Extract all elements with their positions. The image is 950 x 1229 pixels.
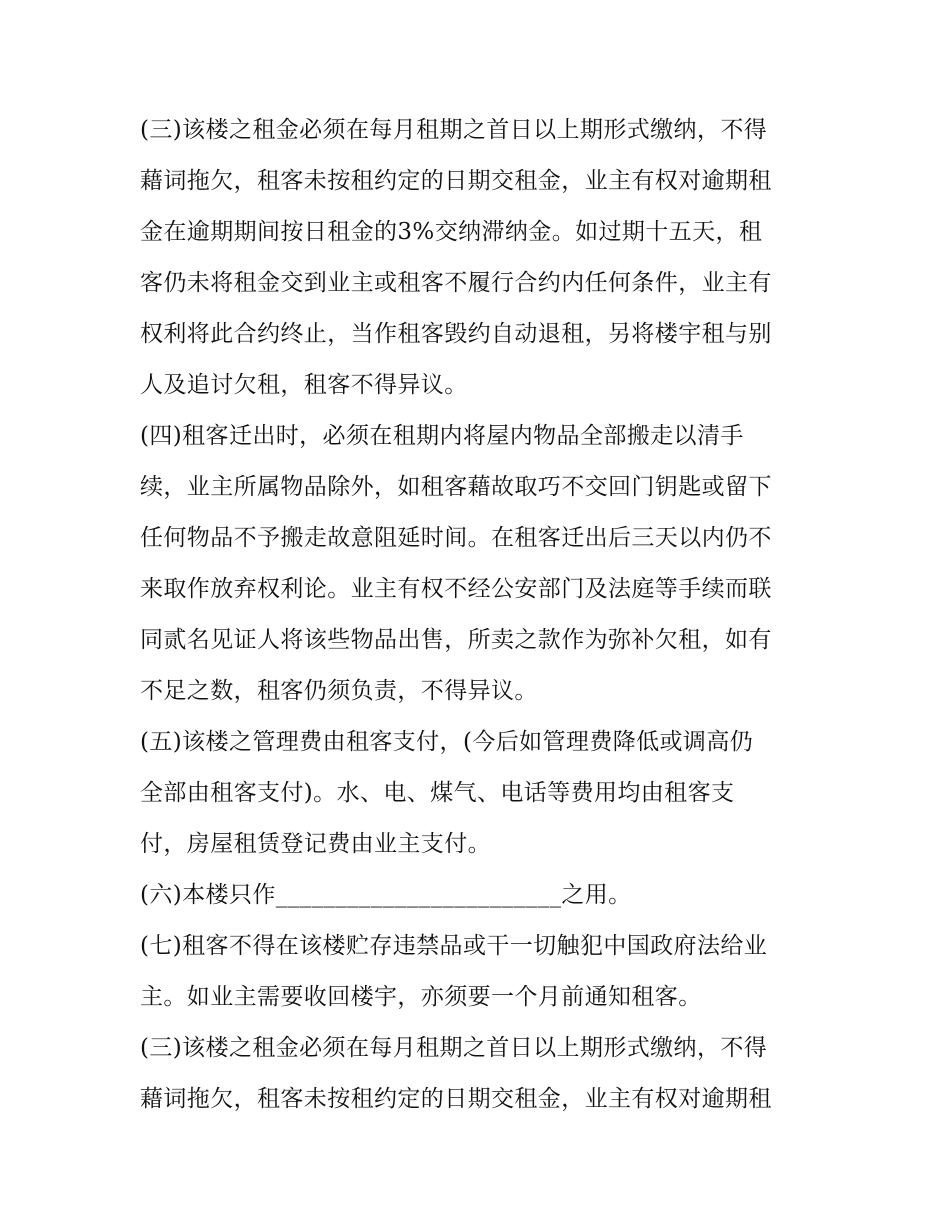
text-line-clause-6: (六)本楼只作________________________之用。 xyxy=(140,882,632,908)
text-line-clause-3-repeat: (三)该楼之租金必须在每月租期之首日以上期形式缴纳，不得 xyxy=(140,1035,768,1061)
text-line: 藉词拖欠，租客未按租约定的日期交租金，业主有权对逾期租 xyxy=(140,168,772,194)
text-line: 续，业主所属物品除外，如租客藉故取巧不交回门钥匙或留下 xyxy=(140,474,772,500)
text-line: 主。如业主需要收回楼宇，亦须要一个月前通知租客。 xyxy=(140,984,702,1010)
text-line: 权利将此合约终止，当作租客毁约自动退租，另将楼宇租与别 xyxy=(140,321,772,347)
document-body xyxy=(140,105,815,1125)
text-line: 付，房屋租赁登记费由业主支付。 xyxy=(140,831,491,857)
text-line-clause-5: (五)该楼之管理费由租客支付，(今后如管理费降低或调高仍 xyxy=(140,729,754,755)
text-line: 不足之数，租客仍须负责，不得异议。 xyxy=(140,678,538,704)
text-line: 客仍未将租金交到业主或租客不履行合约内任何条件，业主有 xyxy=(140,270,772,296)
text-line: 全部由租客支付)。水、电、煤气、电话等费用均由租客支 xyxy=(140,780,735,806)
text-line-clause-7: (七)租客不得在该楼贮存违禁品或干一切触犯中国政府法给业 xyxy=(140,933,768,959)
text-line: 来取作放弃权利论。业主有权不经公安部门及法庭等手续而联 xyxy=(140,576,772,602)
text-line-clause-4: (四)租客迁出时，必须在租期内将屋内物品全部搬走以清手 xyxy=(140,423,744,449)
text-line: 金在逾期期间按日租金的3%交纳滞纳金。如过期十五天，租 xyxy=(140,219,763,245)
text-line: 任何物品不予搬走故意阻延时间。在租客迁出后三天以内仍不 xyxy=(140,525,772,551)
text-line-clause-3: (三)该楼之租金必须在每月租期之首日以上期形式缴纳，不得 xyxy=(140,117,768,143)
text-line: 藉词拖欠，租客未按租约定的日期交租金，业主有权对逾期租 xyxy=(140,1086,772,1112)
text-line: 同贰名见证人将该些物品出售，所卖之款作为弥补欠租，如有 xyxy=(140,627,772,653)
text-line: 人及追讨欠租，租客不得异议。 xyxy=(140,372,468,398)
